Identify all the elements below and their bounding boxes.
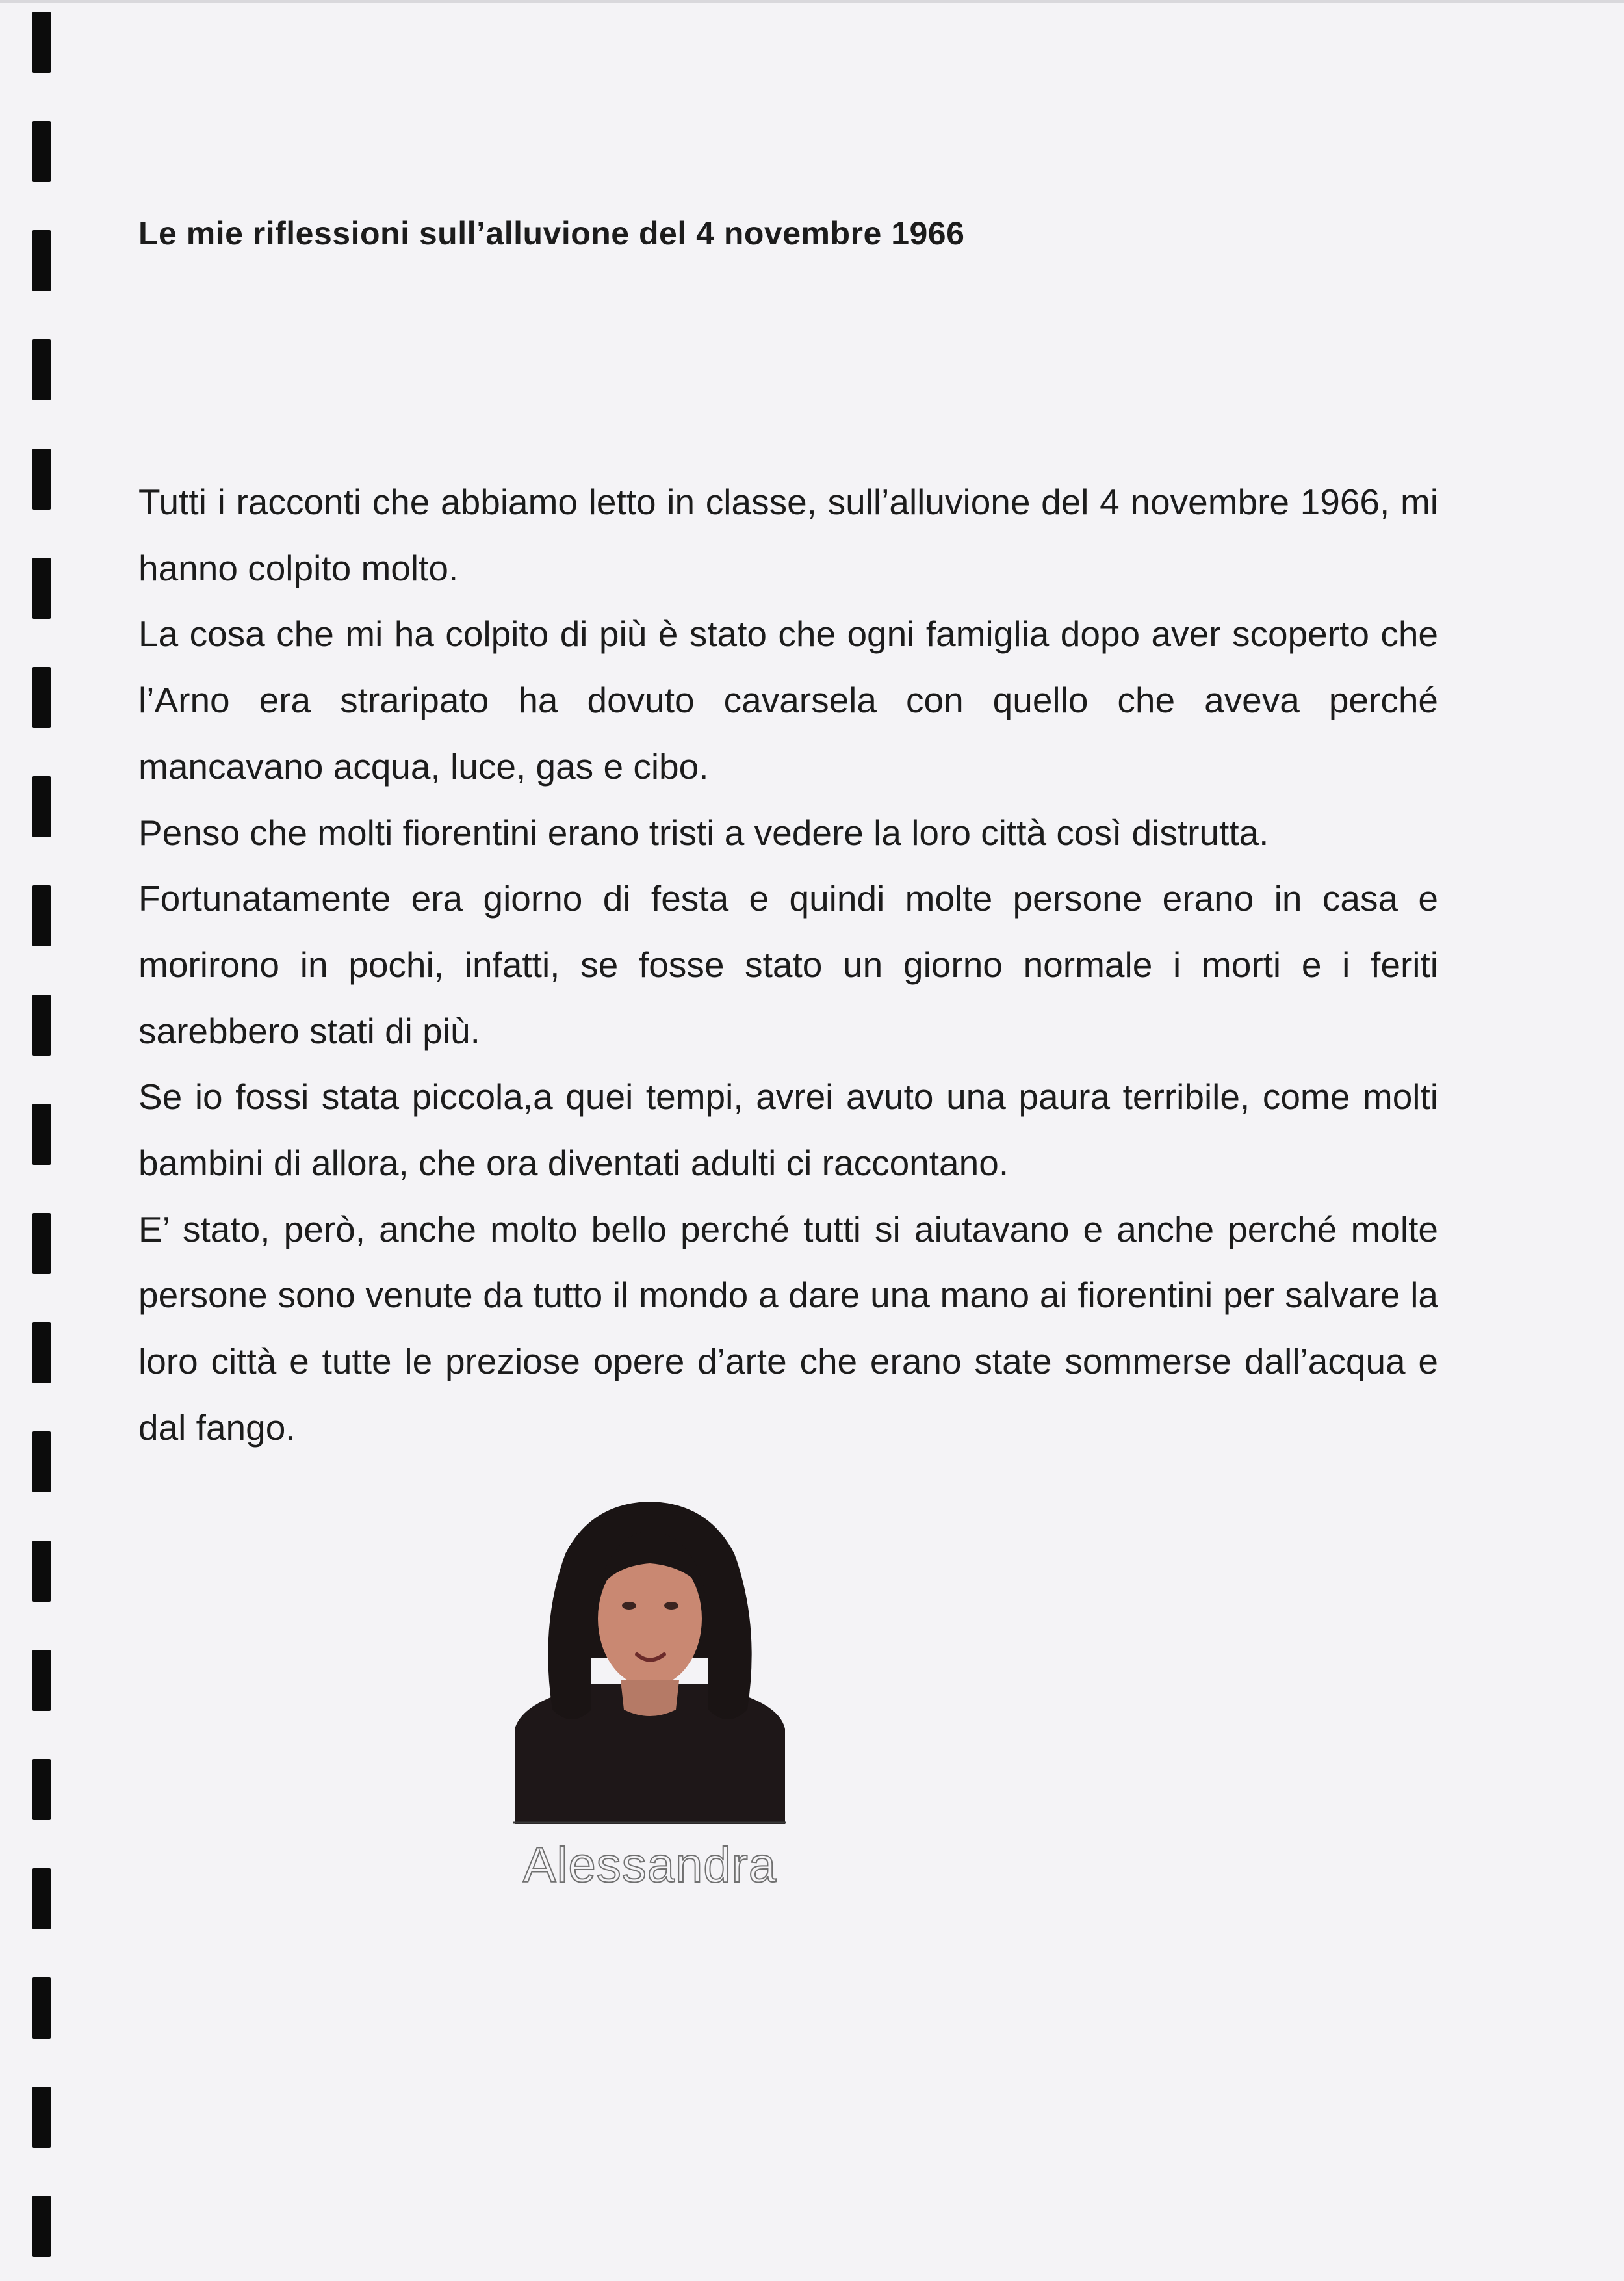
author-name: Alessandra [522, 1838, 777, 1893]
essay-body [138, 469, 1438, 1461]
binding-hole [32, 995, 51, 1056]
essay-paragraph: Penso che molti fiorentini erano tristi a vedere la loro città così distrutta. [138, 812, 1269, 853]
binding-hole [32, 1650, 51, 1711]
binding-hole [32, 776, 51, 837]
essay-paragraph: Fortunatamente era giorno di festa e quindi molte persone erano in casa e morirono in pochi, infatti, se fosse stato un giorno normale i morti e i feriti sarebbero stati di più. [138, 878, 1438, 1051]
binding-hole [32, 1977, 51, 2039]
binding-hole [32, 230, 51, 291]
essay-paragraph: Tutti i racconti che abbiamo letto in classe, sull’alluvione del 4 novembre 1966, mi hanno colpito molto. [138, 482, 1438, 588]
essay-paragraph: La cosa che mi ha colpito di più è stato che ogni famiglia dopo aver scoperto che l’Arno era straripato ha dovuto cavarsela con quello che aveva perché mancavano acqua, luce, gas e cibo. [138, 614, 1438, 787]
binding-hole [32, 1431, 51, 1492]
essay-paragraph: Se io fossi stata piccola,a quei tempi, avrei avuto una paura terribile, come molti bambini di allora, che ora diventati adulti ci raccontano. [138, 1076, 1438, 1184]
author-portrait [513, 1495, 786, 1824]
binding-hole [32, 339, 51, 400]
binding-hole [32, 558, 51, 619]
binding-hole [32, 2196, 51, 2257]
binding-hole [32, 1213, 51, 1274]
binding-hole [32, 449, 51, 510]
page-top-edge [0, 0, 1624, 3]
page-title: Le mie riflessioni sull’alluvione del 4 novembre 1966 [138, 215, 965, 252]
binding-holes [0, 0, 78, 2281]
binding-hole [32, 1104, 51, 1165]
binding-hole [32, 667, 51, 728]
binding-hole [32, 2087, 51, 2148]
essay-paragraph: E’ stato, però, anche molto bello perché tutti si aiutavano e anche perché molte persone sono venute da tutto il mondo a dare una mano ai fiorentini per salvare la loro città e tutte le preziose opere d’arte che erano state sommerse dall’acqua e dal fango. [138, 1208, 1438, 1448]
binding-hole [32, 1322, 51, 1383]
binding-hole [32, 1868, 51, 1929]
binding-hole [32, 12, 51, 73]
binding-hole [32, 1759, 51, 1820]
binding-hole [32, 121, 51, 182]
binding-hole [32, 1541, 51, 1602]
binding-hole [32, 885, 51, 946]
